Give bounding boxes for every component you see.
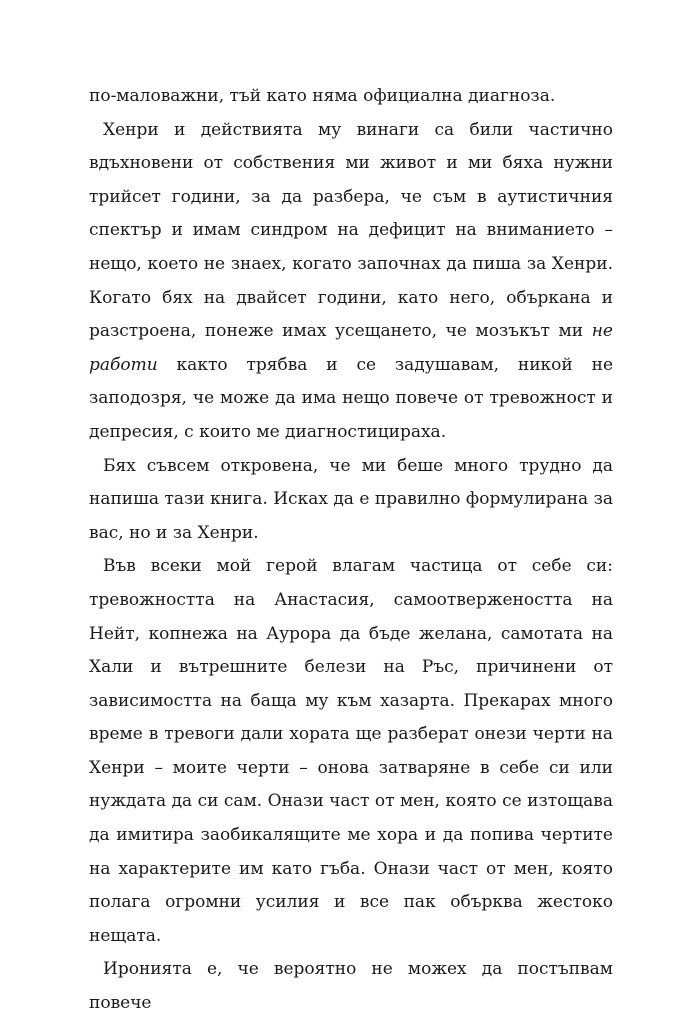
paragraph-5	[89, 953, 613, 1020]
paragraph-2-text-b: както трябва и се задушавам, никой не заподозря, че може да има нещо повече от тревожност и депресия, с които ме диагностицираха.	[89, 354, 613, 442]
paragraph-3-text: Бях съвсем откровена, че ми беше много трудно да напиша тази книга. Исках да е правилно формулирана за вас, но и за Хенри.	[89, 455, 613, 543]
paragraph-1-text: по-маловажни, тъй като няма официална диагноза.	[89, 86, 556, 106]
paragraph-1	[89, 80, 613, 114]
paragraph-2-italic-phrase: не работи	[89, 321, 613, 375]
paragraph-3	[89, 450, 613, 551]
paragraph-4	[89, 550, 613, 953]
paragraph-5-text: Иронията е, че вероятно не можех да постъпвам повече	[89, 959, 613, 1014]
paragraph-4-text: Във всеки мой герой влагам частица от себе си: тревожността на Анастасия, самоотвержеността на Нейт, копнежа на Аурора да бъде желана, самотата на Хали и вътрешните белези на Ръс, причинени от зависимостта на баща му към хазарта. Прекарах много време в тревоги дали хората ще разберат онези черти на Хенри – моите черти – онова затваряне в себе си или нуждата да си сам. Онази част от мен, която се изтощава да имитира заобикалящите ме хора и да попива чертите на характерите им като гъба. Онази част от мен, която полага огромни усилия и все пак обърква жестоко нещата.	[89, 556, 613, 946]
book-page	[89, 80, 613, 1021]
paragraph-2-text-a: Хенри и действията му винаги са били частично вдъхновени от собствения ми живот и ми бяха нужни трийсет години, за да разбера, че съм в аутистичния спектър и имам синдром на дефицит на вниманието – нещо, което не знаех, когато започнах да пиша за Хенри. Когато бях на двайсет години, като него, объркана и разстроена, понеже имах усещането, че мозъкът ми	[89, 119, 613, 342]
paragraph-2	[89, 114, 613, 450]
